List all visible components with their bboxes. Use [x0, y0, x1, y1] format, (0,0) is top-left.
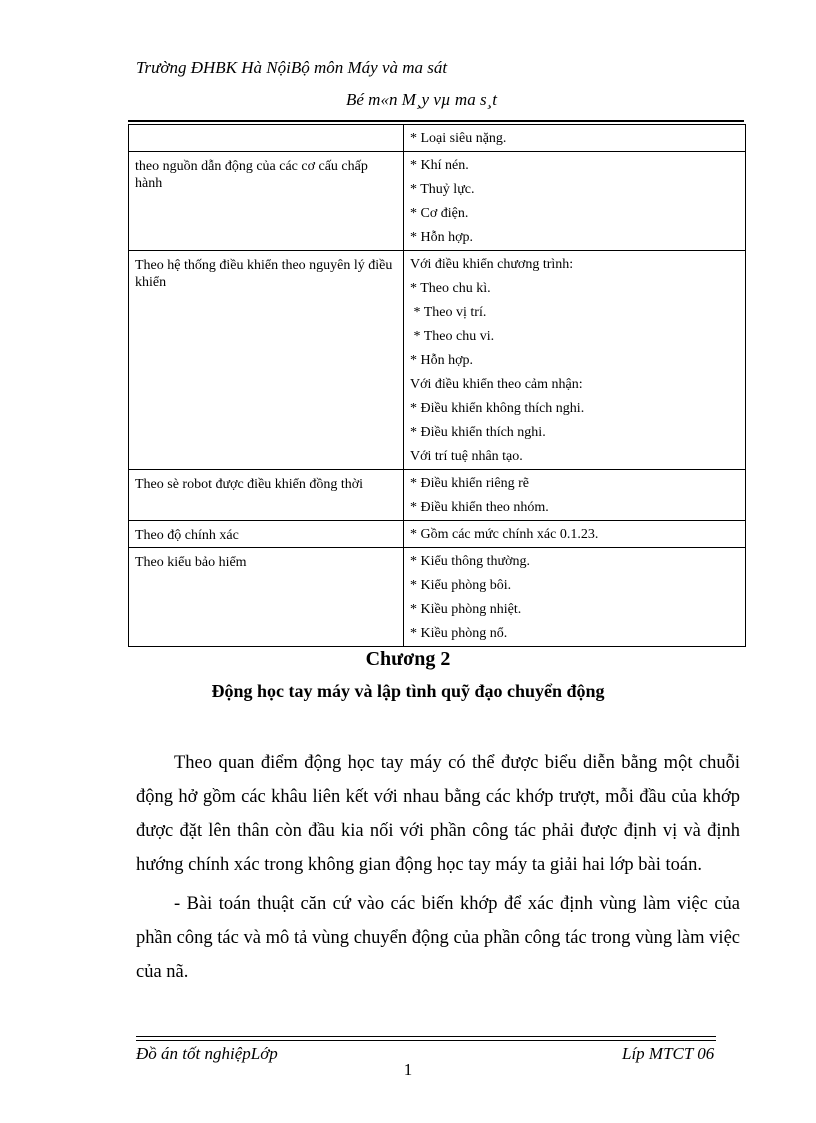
table-item: * Kiểu phòng bôi.	[410, 578, 512, 593]
footer-class-label: Líp MTCT 06	[622, 1044, 715, 1063]
table-row	[129, 125, 746, 152]
footer-rule	[136, 1036, 716, 1037]
table-row	[129, 470, 746, 521]
table-item: Với điều khiển theo cảm nhận:	[410, 377, 583, 392]
header-school: Trường ĐHBK Hà NộiBộ môn Máy và ma sát	[136, 58, 448, 77]
table-item: * Hỗn hợp.	[410, 353, 474, 368]
table-item: * Điều khiển theo nhóm.	[410, 500, 549, 515]
table-row	[129, 251, 746, 470]
header-rule	[128, 120, 744, 122]
table-item: Với trí tuệ nhân tạo.	[410, 449, 523, 464]
table-category-cell	[129, 125, 404, 152]
table-item: Với điều khiển chương trình:	[410, 257, 574, 272]
chapter-title: Chương 2	[365, 648, 451, 670]
classification-table	[128, 124, 746, 647]
table-items-cell	[404, 470, 746, 521]
table-item: * Theo vị trí.	[410, 305, 487, 320]
chapter-subtitle: Động học tay máy và lập tình quỹ đạo chuyển động	[211, 681, 605, 701]
table-item: * Kiều phòng nhiệt.	[410, 602, 522, 617]
table-item: * Điều khiển thích nghi.	[410, 425, 546, 440]
table-items-cell	[404, 125, 746, 152]
header-department: Bé m«n M¸y vµ ma s¸t	[346, 90, 497, 109]
table-item: * Điều khiển riêng rẽ	[410, 476, 529, 491]
table-item: * Khí nén.	[410, 158, 469, 173]
table-item: * Hỗn hợp.	[410, 230, 474, 245]
table-category-cell: Theo sè robot được điều khiển đồng thời	[129, 470, 404, 521]
table-items-cell	[404, 521, 746, 548]
table-row	[129, 152, 746, 251]
body-paragraph-1: Theo quan điểm động học tay máy có thể được biểu diễn bằng một chuỗi động hở gồm các khâu liên kết với nhau bằng các khớp trượt, mỗi đầu của khớp được đặt lên thân còn đầu kia nối với phần công tác phải được định vị và định hướng chính xác trong không gian động học tay máy ta giải hai lớp bài toán.	[136, 753, 740, 875]
table-item: * Thuỷ lực.	[410, 182, 475, 197]
table-category-cell: Theo hệ thống điều khiển theo nguyên lý điều khiển	[129, 251, 404, 470]
table-item: * Gồm các mức chính xác 0.1.23.	[410, 527, 599, 542]
footer-project-label: Đồ án tốt nghiệpLớp	[136, 1044, 278, 1063]
table-category-cell: theo nguồn dẫn động của các cơ cấu chấp hành	[129, 152, 404, 251]
table-item: * Cơ điện.	[410, 206, 469, 221]
table-category-cell: Theo độ chính xác	[129, 521, 404, 548]
page-number: 1	[403, 1060, 413, 1079]
table-item: * Kiểu thông thường.	[410, 554, 530, 569]
table-item: * Điều khiển không thích nghi.	[410, 401, 585, 416]
table-category-cell: Theo kiểu bảo hiểm	[129, 548, 404, 647]
table-row	[129, 548, 746, 647]
table-items-cell	[404, 548, 746, 647]
table-item: * Loại siêu nặng.	[410, 131, 507, 146]
footer-rule-double	[136, 1040, 716, 1041]
table-item: * Kiều phòng nổ.	[410, 626, 508, 641]
table-item: * Theo chu vi.	[410, 329, 495, 344]
table-item: * Theo chu kì.	[410, 281, 491, 296]
table-items-cell	[404, 152, 746, 251]
table-row	[129, 521, 746, 548]
table-items-cell	[404, 251, 746, 470]
body-paragraph-2: - Bài toán thuật căn cứ vào các biến khớp để xác định vùng làm việc của phần công tác và mô tả vùng chuyển động của phần công tác trong vùng làm việc của nã.	[136, 894, 740, 982]
